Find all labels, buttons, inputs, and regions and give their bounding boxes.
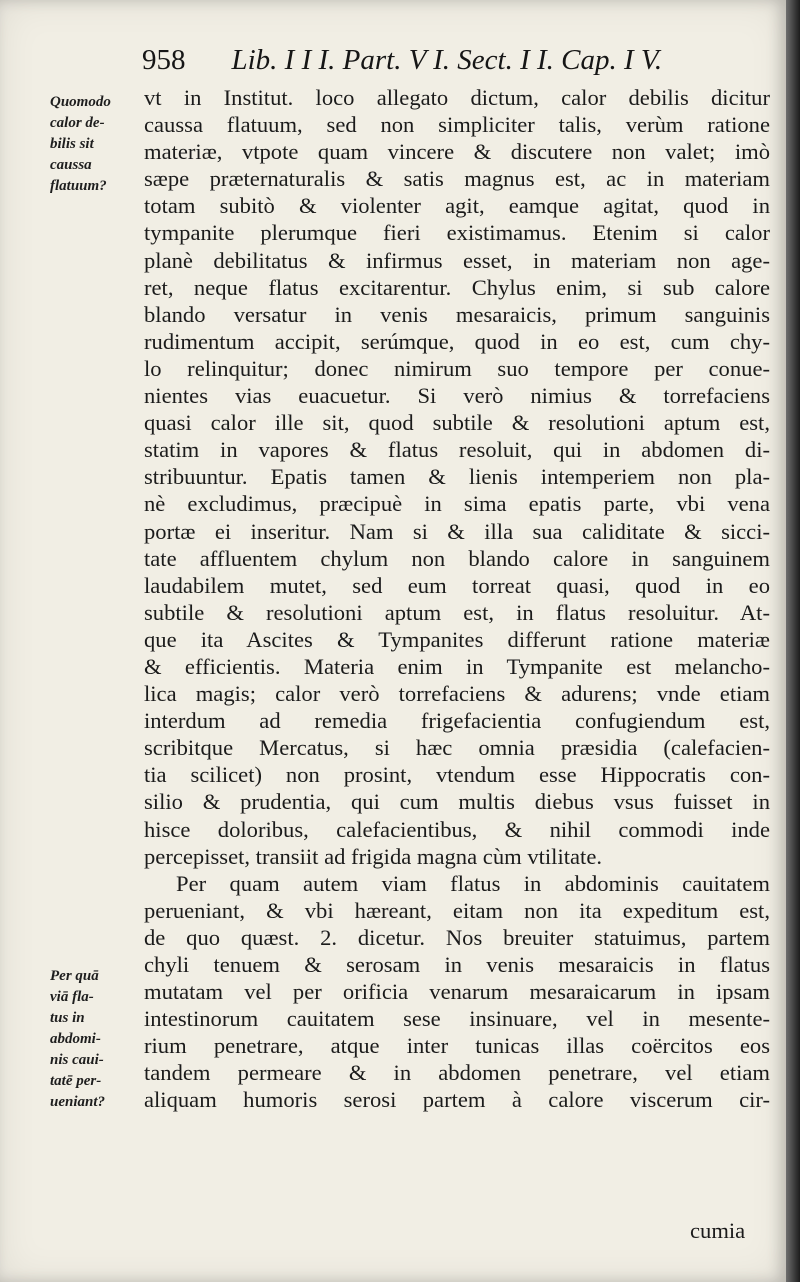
marginal-note-line: caussa	[50, 157, 92, 173]
running-header	[142, 44, 762, 88]
marginal-note-line: abdomi-	[50, 1031, 101, 1047]
text-line: nè excludimus, præcipuè in sima epatis parte, vbi vena	[144, 491, 770, 517]
text-line: tandem permeare & in abdomen penetrare, vel etiam	[144, 1060, 770, 1086]
marginal-note-line: nis caui-	[50, 1052, 104, 1068]
page-edge-shadow	[786, 0, 800, 1282]
text-line: stribuuntur. Epatis tamen & lienis intemperiem non pla-	[144, 464, 770, 490]
text-line: tia scilicet) non prosint, vtendum esse Hippocratis con-	[144, 762, 770, 788]
text-line: laudabilem mutet, sed eum torreat quasi, quod in eo	[144, 572, 770, 598]
text-line: caussa flatuum, sed non simpliciter talis, verùm ratione	[144, 112, 770, 138]
text-line: vt in Institut. loco allegato dictum, calor debilis dicitur	[144, 85, 770, 110]
marginal-note-1	[50, 92, 146, 197]
paragraph-start-line: Per quam autem viam flatus in abdominis cauitatem	[176, 870, 770, 896]
text-line: aliquam humoris serosi partem à calore viscerum cir-	[144, 1087, 770, 1113]
text-line: mutatam vel per orificia venarum mesaraicarum in ipsam	[144, 979, 770, 1005]
marginal-note-line: tus in	[50, 1010, 85, 1026]
text-line: ret, neque flatus excitarentur. Chylus enim, si sub calore	[144, 274, 770, 300]
text-line: sæpe præternaturalis & satis magnus est, ac in materiam	[144, 166, 770, 192]
running-head: Lib. I I I. Part. V I. Sect. I I. Cap. I V.	[231, 44, 663, 76]
marginal-note-line: viā fla-	[50, 989, 94, 1005]
text-line: chyli tenuem & serosam in venis mesaraicis in flatus	[144, 952, 770, 977]
page-number: 958	[142, 44, 186, 76]
text-line: quasi calor ille sit, quod subtile & resolutioni aptum est,	[144, 410, 770, 436]
catchword: cumia	[690, 1218, 746, 1243]
text-line: silio & prudentia, qui cum multis diebus vsus fuisset in	[144, 789, 770, 815]
text-line: rudimentum accipit, serúmque, quod in eo est, cum chy-	[144, 328, 770, 354]
marginal-note-line: bilis sit	[50, 136, 94, 152]
text-line: nientes vias euacuetur. Si verò nimius & torrefaciens	[144, 383, 770, 409]
text-line: lica magis; calor verò torrefaciens & adurens; vnde etiam	[144, 681, 770, 707]
text-line: de quo quæst. 2. dicetur. Nos breuiter statuimus, partem	[144, 924, 770, 950]
text-line: tate affluentem chylum non blando calore in sanguinem	[144, 545, 770, 571]
text-line: rium penetrare, atque inter tunicas illas coërcitos eos	[144, 1033, 770, 1059]
marginal-note-line: Quomodo	[50, 94, 111, 110]
text-line: portæ ei inseritur. Nam si & illa sua caliditate & sicci-	[144, 518, 770, 544]
marginal-note-line: ueniant?	[50, 1094, 106, 1110]
text-line: que ita Ascites & Tympanites differunt ratione materiæ	[144, 626, 770, 652]
text-line: subtile & resolutioni aptum est, in flatus resoluitur. At-	[144, 599, 770, 625]
text-line: materiæ, vtpote quam vincere & discutere non valet; imò	[144, 139, 770, 165]
text-line: scribitque Mercatus, si hæc omnia præsidia (calefacien-	[144, 735, 770, 761]
marginal-note-line: flatuum?	[50, 178, 107, 194]
text-line: & efficientis. Materia enim in Tympanite est melancho-	[144, 653, 770, 679]
marginal-note-line: tatē per-	[50, 1073, 102, 1089]
text-line: interdum ad remedia frigefacientia confugiendum est,	[144, 708, 770, 734]
text-line: hisce doloribus, calefacientibus, & nihil commodi inde	[144, 816, 770, 842]
text-line: intestinorum cauitatem sese insinuare, vel in mesente-	[144, 1006, 770, 1032]
text-line: blando versatur in venis mesaraicis, primum sanguinis	[144, 301, 770, 327]
text-line: lo relinquitur; donec nimirum suo tempore per conue-	[144, 355, 770, 381]
text-line: planè debilitatus & infirmus esset, in materiam non age-	[144, 247, 770, 273]
marginal-note-line: calor de-	[50, 115, 105, 131]
body-text	[144, 84, 770, 1114]
text-line: totam subitò & violenter agit, eamque agitat, quod in	[144, 193, 770, 219]
text-line: statim in vapores & flatus resoluit, qui in abdomen di-	[144, 437, 770, 463]
text-line: tympanite plerumque fieri existimamus. Etenim si calor	[144, 220, 770, 246]
text-line: perueniant, & vbi hæreant, eitam non ita expeditum est,	[144, 897, 770, 923]
marginal-note-line: Per quā	[50, 968, 99, 984]
paragraph-end-line: percepisset, transiit ad frigida magna cùm vtilitate.	[144, 843, 602, 869]
marginal-note-2	[50, 966, 146, 1113]
